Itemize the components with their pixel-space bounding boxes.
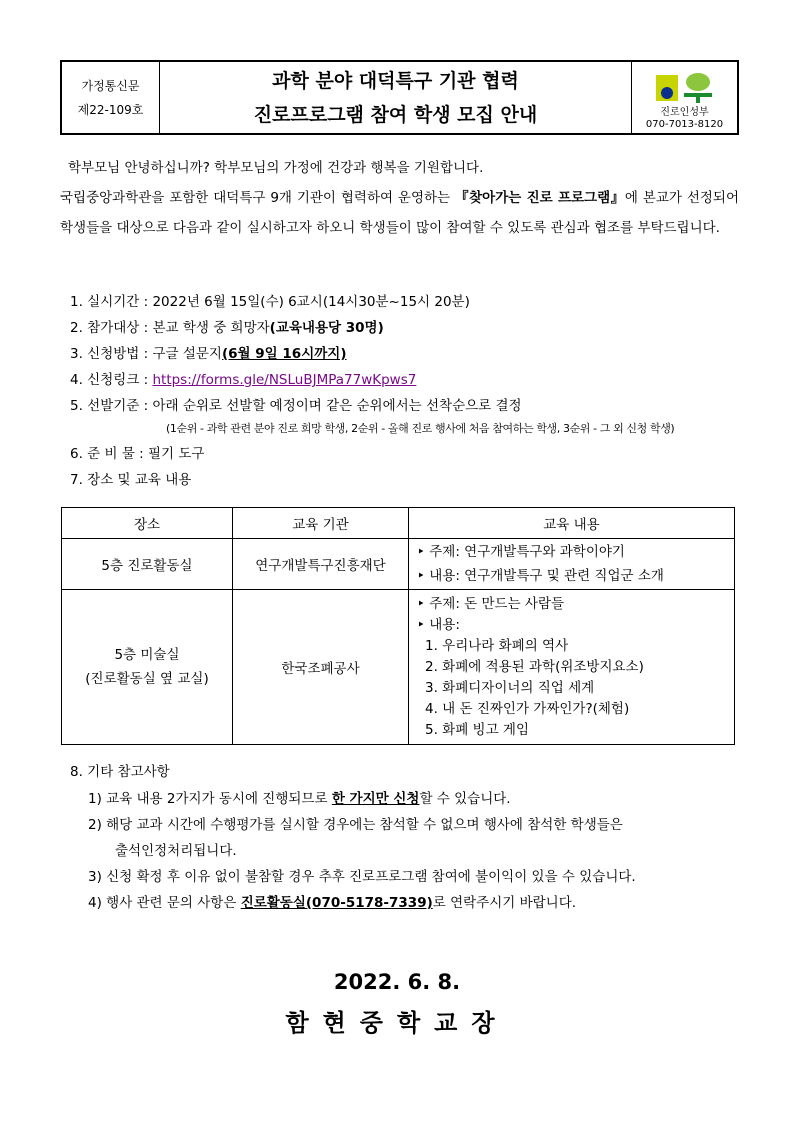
list-item-venue-heading: 7. 장소 및 교육 내용: [70, 472, 192, 488]
note-2: 2) 해당 교과 시간에 수행평가를 실시할 경우에는 참석할 수 없으며 행사에 참석한 학생들은: [88, 817, 623, 833]
col-header-content: 교육 내용: [409, 508, 735, 539]
dept-name: 진로인성부: [660, 107, 709, 118]
notes-section: [70, 758, 636, 916]
row1-place: 5층 진로활동실: [62, 539, 233, 590]
list-item-link: 4. 신청링크 : https://forms.gle/NSLuBJMPa77wKpws7: [70, 372, 417, 388]
greeting: 학부모님 안녕하십니까? 학부모님의 가정에 건강과 행복을 기원합니다.: [68, 160, 484, 176]
note-2-cont: 출석인정처리됩니다.: [115, 843, 237, 859]
schedule-table: [61, 507, 735, 745]
school-logo-icon: [656, 73, 714, 103]
col-header-place: 장소: [62, 508, 233, 539]
notes-heading: 8. 기타 참고사항: [70, 764, 170, 780]
row1-org: 연구개발특구진흥재단: [233, 539, 409, 590]
school-principal: 함현중학교장: [285, 1009, 509, 1037]
note-4: 4) 행사 관련 문의 사항은 진로활동실(070-5178-7339)로 연락주시기 바랍니다.: [88, 895, 577, 911]
list-item-method: 3. 신청방법 : 구글 설문지(6월 9일 16시까지): [70, 346, 347, 362]
issue-date: 2022. 6. 8.: [333, 970, 461, 994]
intro-body: 국립중앙과학관을 포함한 대덕특구 9개 기관이 협력하여 운영하는 『찾아가는 진로 프로그램』에 본교가 선정되어 학생들을 대상으로 다음과 같이 실시하고자 하오니 학생들이 많이 참여할 수 있도록 관심과 협조를 부탁드립니다.: [60, 190, 739, 236]
list-item-target: 2. 참가대상 : 본교 학생 중 희망자(교육내용당 30명): [70, 320, 384, 336]
note-3: 3) 신청 확정 후 이유 없이 불참할 경우 추후 진로프로그램 참여에 불이익이 있을 수 있습니다.: [88, 869, 636, 885]
intro-paragraph: [60, 153, 739, 243]
document-header: [60, 60, 739, 135]
doc-number: 제22-109호: [77, 102, 144, 117]
list-item-supplies: 6. 준 비 물 : 필기 도구: [70, 446, 205, 462]
row2-place: 5층 미술실 (진로활동실 옆 교실): [62, 590, 233, 745]
dept-box: [631, 62, 737, 133]
list-item-period: 1. 실시기간 : 2022년 6월 15일(수) 6교시(14시30분~15시 20분): [70, 294, 470, 310]
title-box: [160, 62, 631, 133]
doc-type: 가정통신문: [81, 78, 140, 93]
signup-link[interactable]: https://forms.gle/NSLuBJMPa77wKpws7: [152, 372, 417, 388]
list-item-criteria: 5. 선발기준 : 아래 순위로 선발할 예정이며 같은 순위에서는 선착순으로 결정: [70, 398, 522, 414]
table-row: [62, 590, 735, 745]
dept-phone: 070-7013-8120: [645, 119, 724, 130]
table-row: [62, 539, 735, 590]
title-line1: 과학 분야 대덕특구 기관 협력: [272, 69, 519, 92]
doc-id-box: [62, 62, 160, 133]
row1-content: ‣ 주제: 연구개발특구와 과학이야기 ‣ 내용: 연구개발특구 및 관련 직업군 소개: [409, 539, 735, 590]
note-1: 1) 교육 내용 2가지가 동시에 진행되므로 한 가지만 신청할 수 있습니다.: [88, 791, 511, 807]
col-header-org: 교육 기관: [233, 508, 409, 539]
table-header-row: [62, 508, 735, 539]
row2-content: ‣ 주제: 돈 만드는 사람들 ‣ 내용: 1. 우리나라 화폐의 역사 2. 화폐에 적용된 과학(위조방지요소) 3. 화폐디자이너의 직업 세계 4. 내 돈 진짜인가 가짜인가?(체험) 5. 화폐 빙고 게임: [409, 590, 735, 745]
criteria-detail: (1순위 - 과학 관련 분야 진로 희망 학생, 2순위 - 올해 진로 행사에 처음 참여하는 학생, 3순위 - 그 외 신청 학생): [166, 422, 675, 435]
info-list: [70, 289, 674, 493]
title-line2: 진로프로그램 참여 학생 모집 안내: [253, 103, 538, 126]
row2-org: 한국조폐공사: [233, 590, 409, 745]
